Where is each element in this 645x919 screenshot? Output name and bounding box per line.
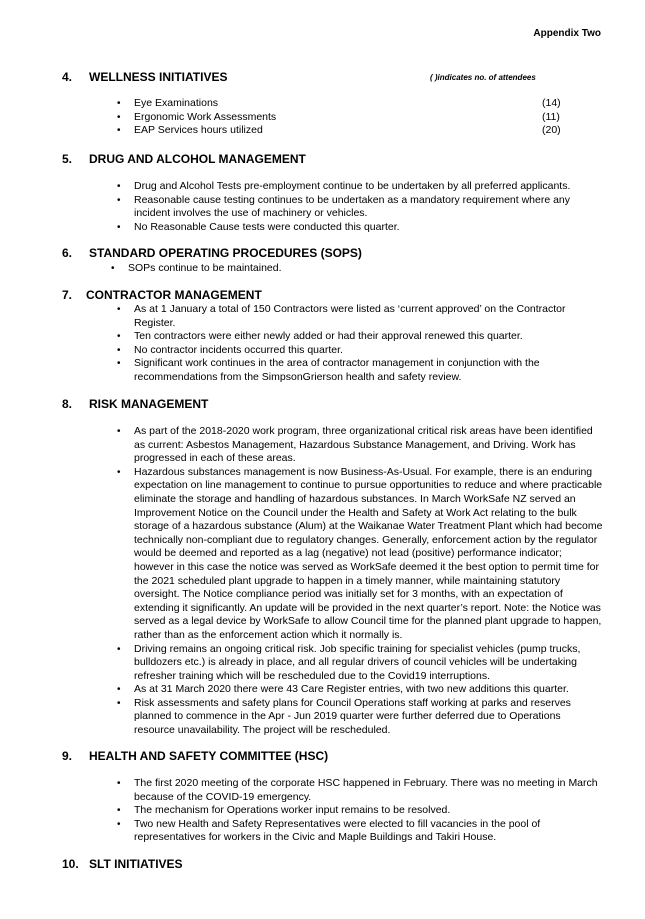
bullet-icon: • [117,181,121,192]
section-9-number: 9. [62,749,73,763]
bullet-icon: • [117,98,121,109]
bullet-icon: • [117,125,121,137]
bullet-icon: • [117,697,121,709]
bullet-icon: • [117,818,121,830]
list-item: • Hazardous substances management is now Business-As-Usual. For example, there is an enduring expectation on line management to continue to pursue opportunities to reduce and where practicable eliminate the storage and handling of hazardous substances. In March WorkSafe NZ served an Improvement Notice on the Council under the Health and Safety at Work Act relating to the bulk storage of a hazardous substance (Alum) at the Waikanae Water Treatment Plant which had become technically non-compliant due to regulatory changes. Generally, enforcement action by the regulator would be deemed and reported as a lag (negative) not lead (positive) performance indicator; however in this case the notice was served as WorkSafe deemed it the best option to permit time for the 2021 scheduled plant upgrade to happen in a timely manner, while maintaining statutory oversight. The Notice compliance period was initially set for 3 months, with an expectation of extending it significantly. An update will be provided in the next quarter’s report. Note: the Notice was served as a legal device by WorkSafe to allow Council time for the planned plant upgrade to happen, rather than as the enforcement action which it normally is. [117,465,603,641]
bullet-icon: • [117,805,121,817]
section-9-list [117,777,598,845]
section-10-number: 10. [62,857,79,871]
list-item: • No contractor incidents occurred this quarter. [117,343,343,356]
attendee-count: (14) [542,97,561,109]
bullet-icon: • [117,221,121,233]
section-4-number: 4. [62,70,73,84]
section-8-list [117,425,604,738]
list-item: • Risk assessments and safety plans for Council Operations staff working at parks and reserves planned to commence in the Apr - Jun 2019 quarter were further deferred due to Operations resource unavailability. The project will be rescheduled. [117,696,571,737]
list-item: • Ergonomic Work Assessments (11) [117,110,560,123]
bullet-icon: • [117,778,121,789]
bullet-icon: • [117,304,121,315]
list-item: • Significant work continues in the area of contractor management in conjunction with the recommendations from the SimpsonGrierson health and safety review. [117,357,540,383]
section-7-title: CONTRACTOR MANAGEMENT [86,288,262,302]
bullet-icon: • [117,111,121,123]
list-item: • As part of the 2018-2020 work program, three organizational critical risk areas have been identified as current: Asbestos Management, Hazardous Substance Management, and Driving. Work has progressed in each of these areas. [117,425,593,465]
section-6-list [111,262,598,276]
bullet-icon: • [117,684,121,696]
list-item: • Drug and Alcohol Tests pre-employment continue to be undertaken by all preferred applicants. [117,180,571,192]
section-8-title: RISK MANAGEMENT [89,397,209,411]
list-item: • EAP Services hours utilized (20) [117,124,561,137]
list-item: • Eye Examinations (14) [117,97,561,109]
section-8-number: 8. [62,397,73,411]
list-item: • The mechanism for Operations worker input remains to be resolved. [117,804,451,817]
list-item: • SOPs continue to be maintained. [111,262,282,274]
bullet-icon: • [117,358,121,370]
section-7-number: 7. [62,288,73,302]
list-item: • Driving remains an ongoing critical risk. Job specific training for specialist vehicles (pump trucks, bulldozers etc.) is already in place, and all regular drivers of council vehicles will be undertaking refresher training which will be rescheduled due to the Covid19 interruptions. [117,642,581,682]
section-9-title: HEALTH AND SAFETY COMMITTEE (HSC) [89,749,329,763]
section-5-list [117,180,604,234]
bullet-icon: • [117,426,121,437]
section-4-title: WELLNESS INITIATIVES [89,70,228,84]
list-item: • Reasonable cause testing continues to be undertaken as a mandatory requirement where any incident involves the use of machinery or vehicles. [117,193,571,220]
section-6-number: 6. [62,246,73,260]
section-6-title: STANDARD OPERATING PROCEDURES (SOPS) [89,246,362,260]
bullet-icon: • [117,466,121,478]
section-10-title: SLT INITIATIVES [89,857,183,871]
attendees-note: ( )indicates no. of attendees [430,73,536,82]
appendix-label: Appendix Two [533,28,601,39]
list-item: • The first 2020 meeting of the corporate HSC happened in February. There was no meeting in March because of the COVID-19 emergency. [117,777,598,803]
bullet-icon: • [111,263,115,274]
list-item: • As at 1 January a total of 150 Contractors were listed as ‘current approved’ on the Contractor Register. [117,303,566,329]
section-5-title: DRUG AND ALCOHOL MANAGEMENT [89,152,306,166]
bullet-icon: • [117,331,121,343]
list-item: • Two new Health and Safety Representatives were elected to fill vacancies in the pool of representatives for workers in the Civic and Maple Buildings and Takiri House. [117,817,541,844]
section-5-number: 5. [62,152,73,166]
bullet-icon: • [117,643,121,655]
bullet-icon: • [117,344,121,356]
section-4-list [117,97,561,138]
list-item: • No Reasonable Cause tests were conducted this quarter. [117,220,400,233]
bullet-icon: • [117,194,121,206]
attendee-count: (11) [542,110,560,123]
section-7-list [117,303,594,385]
attendee-count: (20) [542,124,561,137]
list-item: • Ten contractors were either newly added or had their approval renewed this quarter. [117,330,523,343]
list-item: • As at 31 March 2020 there were 43 Care Register entries, with two new additions this quarter. [117,683,569,696]
